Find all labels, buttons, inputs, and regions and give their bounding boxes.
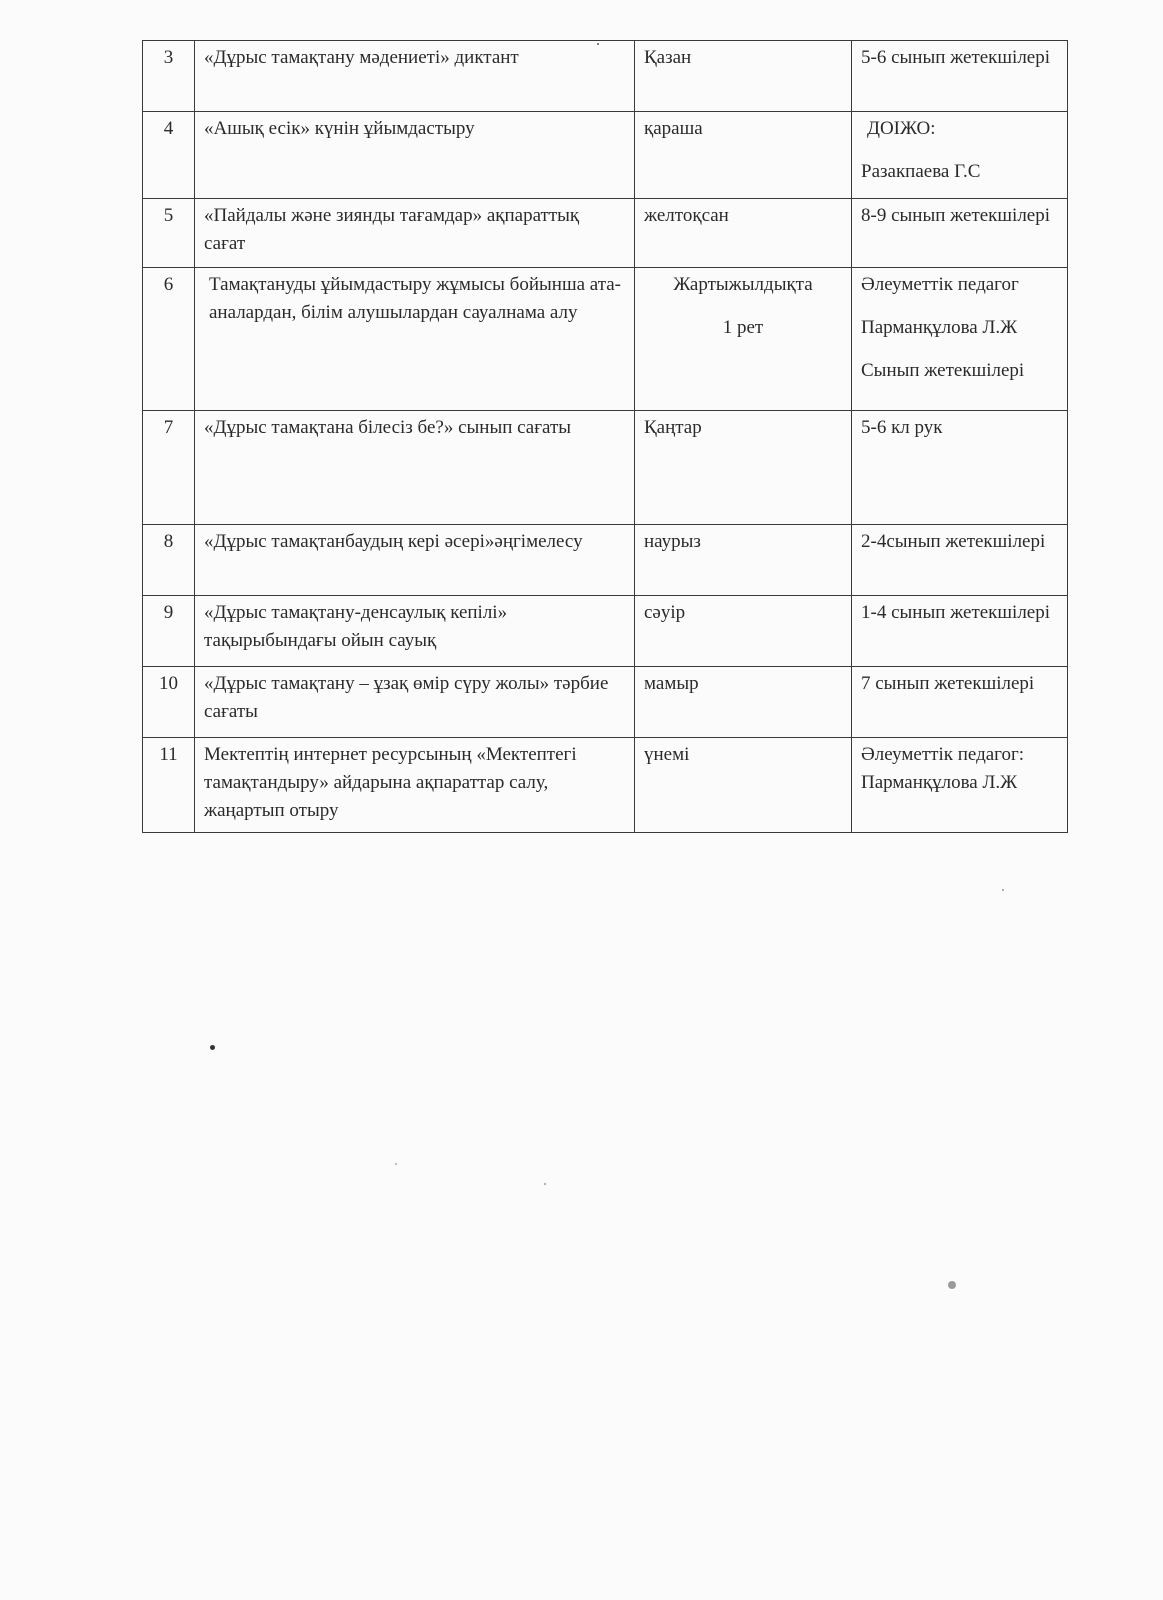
table-row [143, 268, 1068, 411]
date-cell: сәуір [635, 596, 852, 667]
table-row [143, 112, 1068, 199]
table-row [143, 41, 1068, 112]
event-cell: «Дұрыс тамақтану-денсаулық кепілі» тақырыбындағы ойын сауық [195, 596, 635, 667]
responsible-cell: 7 сынып жетекшілері [852, 667, 1068, 738]
responsible-cell [852, 738, 1068, 833]
scan-speck [395, 1163, 397, 1165]
row-number: 10 [143, 667, 195, 738]
event-cell: «Дұрыс тамақтанбаудың кері әсері»әңгімелесу [195, 525, 635, 596]
responsible-line: Сынып жетекшілері [861, 360, 1025, 381]
responsible-line: Әлеуметтік педагог [861, 274, 1019, 295]
row-number: 8 [143, 525, 195, 596]
row-number: 3 [143, 41, 195, 112]
responsible-cell [852, 112, 1068, 199]
date-cell: Қазан [635, 41, 852, 112]
event-cell: «Дұрыс тамақтана білесіз бе?» сынып сағаты [195, 411, 635, 525]
responsible-cell: 5-6 сынып жетекшілері [852, 41, 1068, 112]
date-cell: Қаңтар [635, 411, 852, 525]
table-row [143, 411, 1068, 525]
row-number: 9 [143, 596, 195, 667]
scan-speck [544, 1183, 546, 1185]
table-row [143, 596, 1068, 667]
scan-speck [597, 43, 599, 45]
responsible-cell: 8-9 сынып жетекшілері [852, 199, 1068, 268]
responsible-line: Парманқұлова Л.Ж [861, 772, 1018, 793]
row-number: 4 [143, 112, 195, 199]
responsible-cell: 2-4сынып жетекшілері [852, 525, 1068, 596]
responsible-cell: 5-6 кл рук [852, 411, 1068, 525]
events-plan-table [142, 40, 1068, 833]
date-cell: қараша [635, 112, 852, 199]
event-cell: «Дұрыс тамақтану – ұзақ өмір сүру жолы» тәрбие сағаты [195, 667, 635, 738]
event-cell: Тамақтануды ұйымдастыру жұмысы бойынша ата-аналардан, білім алушылардан сауалнама алу [195, 268, 635, 411]
date-cell [635, 268, 852, 411]
responsible-line: Разакпаева Г.С [861, 161, 981, 182]
row-number: 6 [143, 268, 195, 411]
date-cell: желтоқсан [635, 199, 852, 268]
date-cell: мамыр [635, 667, 852, 738]
event-cell: «Ашық есік» күнін ұйымдастыру [195, 112, 635, 199]
date-cell: наурыз [635, 525, 852, 596]
row-number: 7 [143, 411, 195, 525]
table-row [143, 667, 1068, 738]
date-line: 1 рет [722, 317, 764, 338]
responsible-cell [852, 268, 1068, 411]
date-cell: үнемі [635, 738, 852, 833]
table-row [143, 525, 1068, 596]
row-number: 5 [143, 199, 195, 268]
responsible-line: ДОІЖО: [867, 118, 936, 139]
responsible-line: Әлеуметтік педагог: [861, 744, 1025, 765]
responsible-cell: 1-4 сынып жетекшілері [852, 596, 1068, 667]
date-line: Жартыжылдықта [673, 274, 813, 295]
scan-speck [948, 1281, 956, 1289]
event-cell: Мектептің интернет ресурсының «Мектептегі тамақтандыру» айдарына ақпараттар салу, жаңартып отыру [195, 738, 635, 833]
responsible-line: Парманқұлова Л.Ж [861, 317, 1018, 338]
table-row [143, 738, 1068, 833]
scan-speck [1002, 889, 1004, 891]
event-cell: «Дұрыс тамақтану мәдениеті» диктант [195, 41, 635, 112]
event-cell: «Пайдалы және зиянды тағамдар» ақпараттық сағат [195, 199, 635, 268]
row-number: 11 [143, 738, 195, 833]
scan-speck [210, 1045, 215, 1050]
table-row [143, 199, 1068, 268]
